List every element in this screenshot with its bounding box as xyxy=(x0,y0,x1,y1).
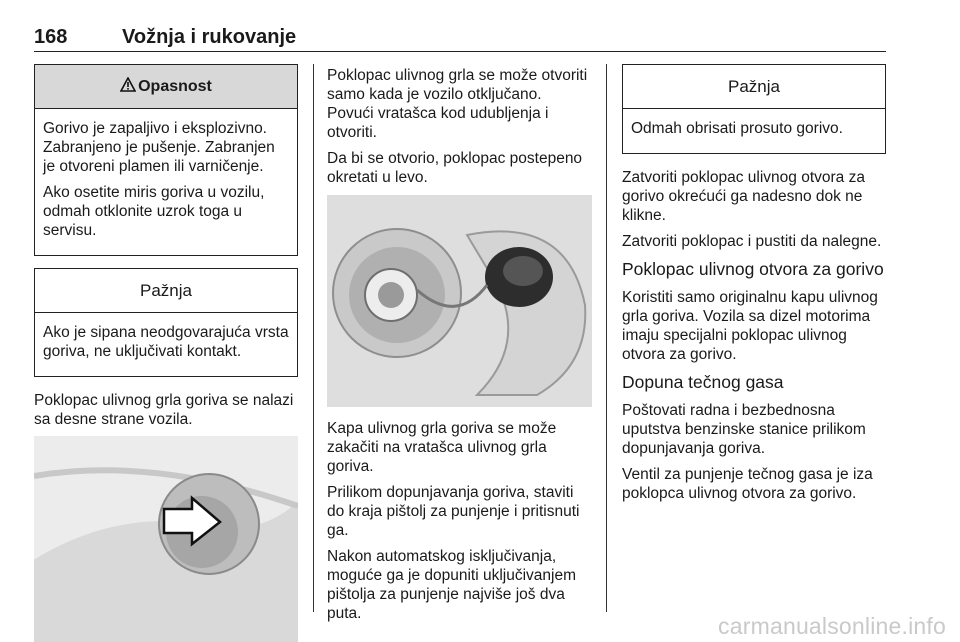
danger-box-header xyxy=(35,65,297,109)
body-text: Koristiti samo originalnu kapu ulivnog grla goriva. Vozila sa dizel motorima imaju specijalni poklopac ulivnog otvora za gorivo. xyxy=(622,289,878,363)
notice-box-header: Pažnja xyxy=(35,269,297,313)
fuel-cap-open-illustration xyxy=(327,195,592,407)
body-text: Poklopac ulivnog grla se može otvoriti samo kada je vozilo otključano. Povući vratašca kod udubljenja i otvoriti. xyxy=(327,67,588,141)
notice-text: Ako je sipana neodgovarajuća vrsta goriva, ne uključivati kontakt. xyxy=(43,324,289,360)
fuel-door-exterior-illustration xyxy=(34,436,298,642)
body-text: Prilikom dopunjavanja goriva, staviti do kraja pištolj za punjenje i pritisnuti ga. xyxy=(327,484,580,539)
warning-triangle-icon xyxy=(120,77,136,97)
column-right xyxy=(622,64,886,510)
body-text: Poštovati radna i bezbednosna uputstva benzinske stanice prilikom dopunjavanja goriva. xyxy=(622,402,866,457)
section-heading: Poklopac ulivnog otvora za gorivo xyxy=(622,259,884,279)
page-header xyxy=(34,22,886,52)
column-divider xyxy=(606,64,607,612)
chapter-title: Vožnja i rukovanje xyxy=(122,26,297,48)
body-text: Kapa ulivnog grla goriva se može zakačiti na vratašca ulivnog grla goriva. xyxy=(327,420,557,475)
danger-text: Gorivo je zapaljivo i eksplozivno. Zabranjeno je pušenje. Zabranjen je otvoreni plamen ili varničenje. xyxy=(43,120,275,175)
section-heading: Dopuna tečnog gasa xyxy=(622,372,784,392)
notice-box xyxy=(622,64,886,154)
column-middle xyxy=(327,66,592,630)
column-divider xyxy=(313,64,314,612)
notice-box xyxy=(34,268,298,377)
danger-box xyxy=(34,64,298,256)
body-text: Nakon automatskog isključivanja, moguće ga je dopuniti uključivanjem pištolja za punjenje najviše još dva puta. xyxy=(327,548,577,622)
column-left xyxy=(34,64,298,642)
notice-box-header: Pažnja xyxy=(623,65,885,109)
notice-text: Odmah obrisati prosuto gorivo. xyxy=(631,120,843,137)
page-number: 168 xyxy=(34,26,68,48)
body-text: Ventil za punjenje tečnog gasa je iza poklopca ulivnog otvora za gorivo. xyxy=(622,466,873,502)
body-text: Poklopac ulivnog grla goriva se nalazi sa desne strane vozila. xyxy=(34,392,294,428)
watermark: carmanualsonline.info xyxy=(718,613,946,639)
body-text: Da bi se otvorio, poklopac postepeno okretati u levo. xyxy=(327,150,583,186)
body-text: Zatvoriti poklopac ulivnog otvora za gorivo okrećući ga nadesno dok ne klikne. xyxy=(622,169,865,224)
danger-text: Ako osetite miris goriva u vozilu, odmah otklonite uzrok toga u servisu. xyxy=(43,184,265,239)
body-text: Zatvoriti poklopac i pustiti da nalegne. xyxy=(622,233,882,250)
danger-box-title: Opasnost xyxy=(138,77,212,95)
